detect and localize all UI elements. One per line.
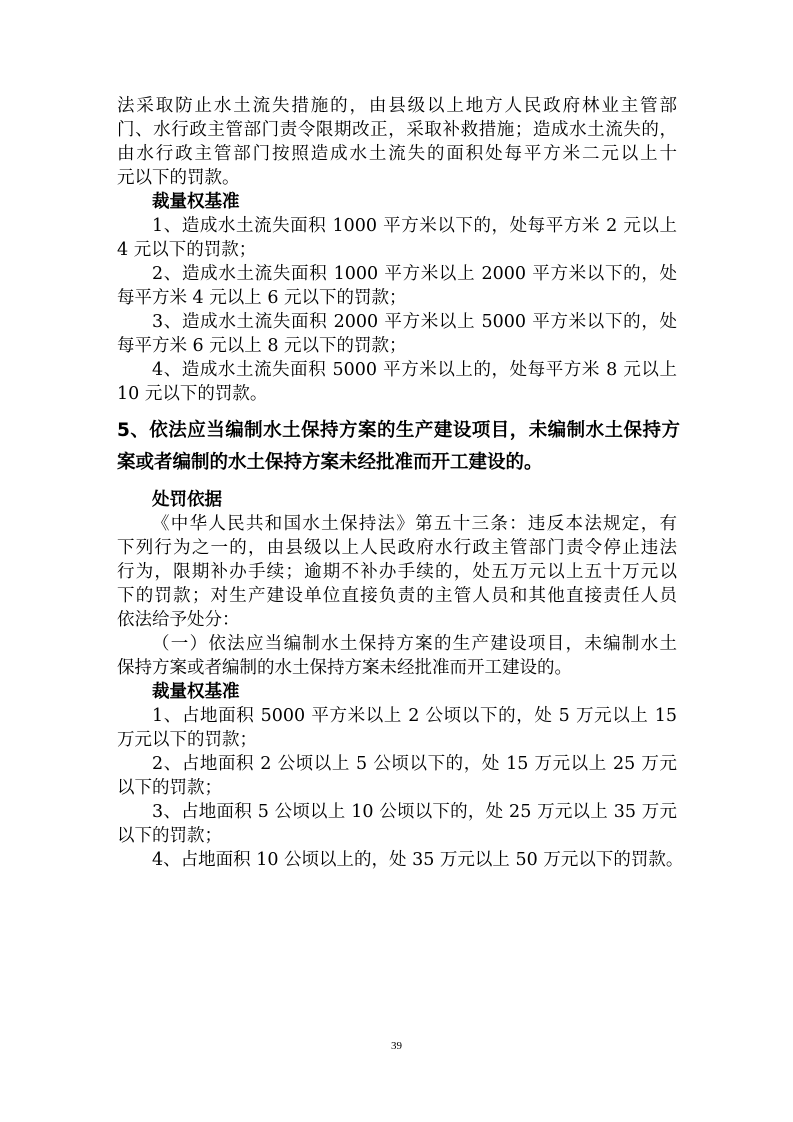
clause-line: （一）依法应当编制水土保持方案的生产建设项目，未编制水土 [152,634,677,654]
criteria-item-continuation: 每平方米 6 元以上 8 元以下的罚款； [117,336,407,356]
continuation-line: 由水行政主管部门按照造成水土流失的面积处每平方米二元以上十 [117,144,677,164]
criteria-title: 裁量权基准 [152,682,240,702]
basis-line: 依法给予处分： [117,610,240,630]
criteria-item-continuation: 4 元以下的罚款； [117,240,257,260]
continuation-line: 元以下的罚款。 [117,168,240,188]
criteria-item: 3、造成水土流失面积 2000 平方米以上 5000 平方米以下的，处 [152,312,677,332]
criteria-item-continuation: 以下的罚款； [117,826,222,846]
criteria-title: 裁量权基准 [152,192,240,212]
criteria-item-continuation: 以下的罚款； [117,778,222,798]
basis-line: 行为，限期补办手续；逾期不补办手续的，处五万元以上五十万元以 [117,562,677,582]
continuation-line: 门、水行政主管部门责令限期改正，采取补救措施；造成水土流失的， [117,120,677,140]
criteria-item-continuation: 万元以下的罚款； [117,730,257,750]
criteria-item: 2、造成水土流失面积 1000 平方米以上 2000 平方米以下的，处 [152,264,677,284]
clause-line: 保持方案或者编制的水土保持方案未经批准而开工建设的。 [117,658,572,678]
basis-line: 下列行为之一的，由县级以上人民政府水行政主管部门责令停止违法 [117,538,677,558]
section-heading: 案或者编制的水土保持方案未经批准而开工建设的。 [117,452,543,473]
section-heading: 5、依法应当编制水土保持方案的生产建设项目，未编制水土保持方 [117,420,680,441]
criteria-item-continuation: 10 元以下的罚款。 [117,384,268,404]
basis-line: 下的罚款；对生产建设单位直接负责的主管人员和其他直接责任人员 [117,586,677,606]
criteria-item: 1、造成水土流失面积 1000 平方米以下的，处每平方米 2 元以上 [152,216,677,236]
criteria-item-continuation: 每平方米 4 元以上 6 元以下的罚款； [117,288,407,308]
criteria-item: 3、占地面积 5 公顷以上 10 公顷以下的，处 25 万元以上 35 万元 [152,802,677,822]
criteria-item: 1、占地面积 5000 平方米以上 2 公顷以下的，处 5 万元以上 15 [152,706,677,726]
basis-title: 处罚依据 [152,490,222,510]
continuation-line: 法采取防止水土流失措施的，由县级以上地方人民政府林业主管部 [117,96,677,116]
criteria-item: 4、造成水土流失面积 5000 平方米以上的，处每平方米 8 元以上 [152,360,677,380]
page-number: 39 [391,1040,402,1052]
basis-line: 《中华人民共和国水土保持法》第五十三条：违反本法规定，有 [152,514,677,534]
criteria-item: 2、占地面积 2 公顷以上 5 公顷以下的，处 15 万元以上 25 万元 [152,754,677,774]
criteria-item: 4、占地面积 10 公顷以上的，处 35 万元以上 50 万元以下的罚款。 [152,850,684,870]
